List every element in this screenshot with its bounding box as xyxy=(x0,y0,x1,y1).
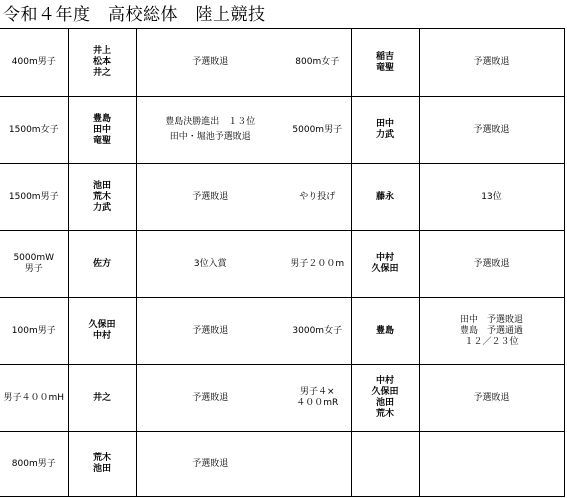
athlete-names-cell xyxy=(351,231,419,298)
athlete-names-line: 井上 xyxy=(92,46,111,56)
event-line: 男子４００mH xyxy=(3,392,65,403)
result-line: 13位 xyxy=(481,191,502,202)
event-line: 男子２００m xyxy=(290,258,345,269)
athlete-names-cell xyxy=(68,298,136,365)
athlete-names-cell xyxy=(68,231,136,298)
results-table xyxy=(0,28,565,497)
result-line: 田中 予選敗退 xyxy=(459,314,523,325)
athlete-names-line: 久保田 xyxy=(371,387,399,397)
athlete-names-line: 中村 xyxy=(375,253,394,263)
result-cell xyxy=(419,231,564,298)
result-line: 3位入賞 xyxy=(193,258,227,269)
athlete-names-line: 井之 xyxy=(92,392,111,403)
athlete-names-line: 中村 xyxy=(92,331,111,341)
athlete-names-cell xyxy=(351,298,419,365)
event-line: 5000mW xyxy=(13,253,55,263)
athlete-names-line: 田中 xyxy=(375,119,394,129)
athlete-names-line: 池田 xyxy=(92,464,111,474)
event-cell xyxy=(0,365,68,432)
event-cell xyxy=(284,432,351,497)
athlete-names-line: 荒木 xyxy=(375,409,394,419)
result-line: 予選敗退 xyxy=(192,392,229,403)
event-line: ４００mR xyxy=(296,398,339,408)
result-cell xyxy=(419,97,564,164)
event-cell xyxy=(0,164,68,231)
result-line: 豊島 予選通過 xyxy=(459,325,523,336)
athlete-names-line: 井之 xyxy=(92,68,111,78)
event-cell xyxy=(0,231,68,298)
result-cell xyxy=(136,164,284,231)
athlete-names-line: 荒木 xyxy=(92,191,111,202)
result-cell xyxy=(136,231,284,298)
result-line: 予選敗退 xyxy=(473,57,510,67)
athlete-names-cell xyxy=(351,97,419,164)
athlete-names-line: 池田 xyxy=(375,398,394,408)
athlete-names-line: 豊島 xyxy=(375,325,394,336)
athlete-names-line: 藤永 xyxy=(375,191,394,202)
athlete-names-cell xyxy=(351,29,419,97)
athlete-names-line: 豊島 xyxy=(92,113,111,124)
event-cell xyxy=(0,298,68,365)
result-line: 予選敗退 xyxy=(192,458,229,469)
result-cell xyxy=(419,432,564,497)
event-line: 1500m男子 xyxy=(8,191,59,202)
result-line: 田中・堀池予選敗退 xyxy=(169,132,251,142)
athlete-names-cell xyxy=(351,365,419,432)
event-line: 800m男子 xyxy=(11,458,56,469)
athlete-names-line: 松本 xyxy=(92,57,111,67)
result-line: 予選敗退 xyxy=(473,124,510,135)
table-row xyxy=(0,231,564,298)
result-cell xyxy=(419,298,564,365)
result-cell xyxy=(136,97,284,164)
result-line: 豊島決勝進出 １３位 xyxy=(165,117,256,127)
event-line: 男子 xyxy=(24,264,43,274)
result-cell xyxy=(136,298,284,365)
table-row xyxy=(0,97,564,164)
result-cell xyxy=(419,29,564,97)
event-cell xyxy=(0,29,68,97)
result-line: 予選敗退 xyxy=(473,258,510,269)
event-line: 1500m女子 xyxy=(8,124,59,135)
event-line: 3000m女子 xyxy=(292,325,343,336)
table-row xyxy=(0,29,564,97)
athlete-names-cell xyxy=(68,365,136,432)
result-cell xyxy=(136,432,284,497)
athlete-names-line: 中村 xyxy=(375,376,394,386)
event-cell xyxy=(284,365,351,432)
athlete-names-cell xyxy=(68,432,136,497)
athlete-names-cell xyxy=(68,29,136,97)
athlete-names-line: 久保田 xyxy=(88,320,116,330)
athlete-names-line: 稲吉 xyxy=(375,51,394,62)
results-table-body xyxy=(0,29,564,497)
result-line: １２／２３位 xyxy=(464,336,519,347)
athlete-names-cell xyxy=(351,432,419,497)
event-line: 100m男子 xyxy=(11,325,56,336)
athlete-names-line: 竜聖 xyxy=(92,135,111,146)
event-line: 5000m男子 xyxy=(292,124,343,135)
event-cell xyxy=(0,432,68,497)
athlete-names-cell xyxy=(68,164,136,231)
result-cell xyxy=(419,365,564,432)
event-cell xyxy=(0,97,68,164)
athlete-names-cell xyxy=(351,164,419,231)
event-line: 800m女子 xyxy=(295,57,340,67)
table-row xyxy=(0,164,564,231)
event-cell xyxy=(284,164,351,231)
result-line: 予選敗退 xyxy=(192,325,229,336)
table-row xyxy=(0,298,564,365)
athlete-names-line: 田中 xyxy=(92,124,111,135)
athlete-names-line: 力武 xyxy=(92,202,111,213)
page-title: 令和４年度 高校総体 陸上競技 xyxy=(3,5,266,25)
event-cell xyxy=(284,29,351,97)
event-line: 男子４× xyxy=(299,387,335,397)
athlete-names-line: 荒木 xyxy=(92,453,111,463)
table-row xyxy=(0,432,564,497)
event-cell xyxy=(284,231,351,298)
event-cell xyxy=(284,97,351,164)
result-line: 予選敗退 xyxy=(192,57,229,67)
event-line: やり投げ xyxy=(299,191,336,202)
result-cell xyxy=(136,365,284,432)
athlete-names-line: 力武 xyxy=(375,130,394,140)
result-cell xyxy=(136,29,284,97)
event-cell xyxy=(284,298,351,365)
athlete-names-line: 池田 xyxy=(92,180,111,191)
result-line: 予選敗退 xyxy=(473,392,510,403)
result-cell xyxy=(419,164,564,231)
athlete-names-cell xyxy=(68,97,136,164)
athlete-names-line: 竜聖 xyxy=(375,62,394,73)
table-row xyxy=(0,365,564,432)
athlete-names-line: 佐方 xyxy=(92,258,111,269)
result-line: 予選敗退 xyxy=(192,191,229,202)
event-line: 400m男子 xyxy=(11,57,56,67)
athlete-names-line: 久保田 xyxy=(371,264,399,274)
